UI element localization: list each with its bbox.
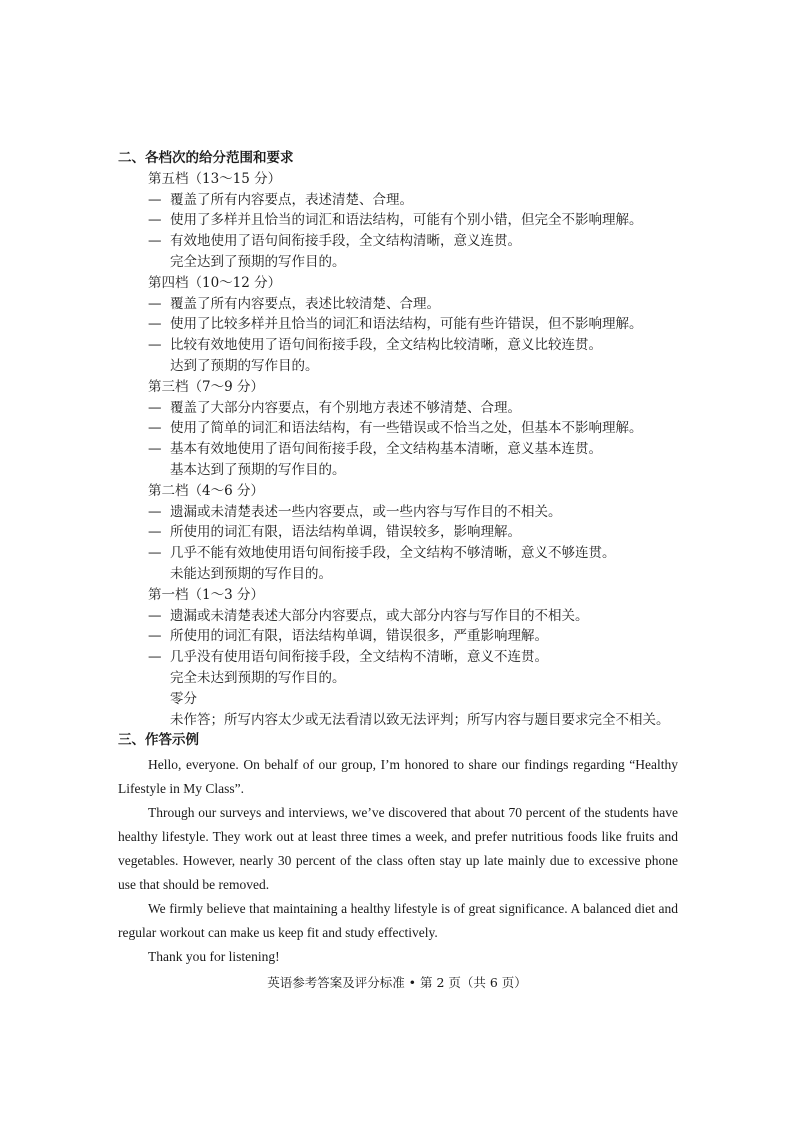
criterion-item	[118, 439, 678, 460]
criterion-text: 几乎不能有效地使用语句间衔接手段，全文结构不够清晰，意义不够连贯。	[170, 545, 616, 562]
dash-marker: —	[148, 524, 162, 541]
criterion-item	[118, 647, 678, 668]
criterion-item	[118, 418, 678, 439]
level-summary: 达到了预期的写作目的。	[170, 357, 319, 374]
criterion-text: 所使用的词汇有限，语法结构单调，错误很多，严重影响理解。	[170, 628, 548, 645]
section-three-heading: 三、作答示例	[118, 732, 199, 749]
criterion-text: 覆盖了所有内容要点，表述比较清楚、合理。	[170, 295, 440, 312]
dash-marker: —	[148, 191, 162, 208]
criterion-text: 几乎没有使用语句间衔接手段，全文结构不清晰，意义不连贯。	[170, 649, 548, 666]
sample-paragraph: Thank you for listening!	[148, 949, 280, 965]
level-summary: 未能达到预期的写作目的。	[170, 565, 332, 582]
page-footer: 英语参考答案及评分标准 • 第 2 页（共 6 页）	[267, 975, 527, 990]
criterion-text: 使用了简单的词汇和语法结构，有一些错误或不恰当之处，但基本不影响理解。	[170, 420, 643, 437]
criterion-item	[118, 543, 678, 564]
criterion-text: 基本有效地使用了语句间衔接手段，全文结构基本清晰，意义基本连贯。	[170, 441, 602, 458]
criterion-item	[118, 606, 678, 627]
dash-marker: —	[148, 212, 162, 229]
dash-marker: —	[148, 649, 162, 666]
criterion-item	[118, 335, 678, 356]
level-title: 第一档（1～3 分）	[148, 586, 264, 603]
level-title: 第二档（4～6 分）	[148, 482, 264, 499]
criterion-text: 覆盖了所有内容要点，表述清楚、合理。	[170, 191, 413, 208]
criterion-item	[118, 190, 678, 211]
zero-score-description: 未作答；所写内容太少或无法看清以致无法评判；所写内容与题目要求完全不相关。	[170, 711, 670, 728]
criterion-text: 使用了比较多样并且恰当的词汇和语法结构，可能有些许错误，但不影响理解。	[170, 316, 643, 333]
criterion-text: 所使用的词汇有限，语法结构单调，错误较多，影响理解。	[170, 524, 521, 541]
level-title: 第三档（7～9 分）	[148, 378, 264, 395]
level-summary: 完全未达到预期的写作目的。	[170, 669, 346, 686]
criterion-item	[118, 626, 678, 647]
criterion-item	[118, 294, 678, 315]
criterion-item	[118, 210, 678, 231]
dash-marker: —	[148, 233, 162, 250]
criterion-text: 有效地使用了语句间衔接手段，全文结构清晰，意义连贯。	[170, 233, 521, 250]
level-summary: 基本达到了预期的写作目的。	[170, 461, 346, 478]
criterion-item	[118, 398, 678, 419]
criterion-item	[118, 231, 678, 252]
level-title: 第五档（13～15 分）	[148, 170, 282, 187]
sample-paragraph: We firmly believe that maintaining a healthy lifestyle is of great significance. A balanced diet and regular workout can make us keep fit and study effectively.	[118, 901, 678, 941]
criterion-item	[118, 502, 678, 523]
criterion-text: 遗漏或未清楚表述大部分内容要点，或大部分内容与写作目的不相关。	[170, 607, 589, 624]
dash-marker: —	[148, 503, 162, 520]
level-summary: 完全达到了预期的写作目的。	[170, 253, 346, 270]
level-title: 第四档（10～12 分）	[148, 274, 282, 291]
sample-answer	[118, 753, 678, 969]
dash-marker: —	[148, 399, 162, 416]
dash-marker: —	[148, 607, 162, 624]
criterion-item	[118, 522, 678, 543]
zero-score-title: 零分	[170, 690, 197, 707]
dash-marker: —	[148, 545, 162, 562]
dash-marker: —	[148, 628, 162, 645]
sample-paragraph: Hello, everyone. On behalf of our group, I’m honored to share our findings regarding “Healthy Lifestyle in My Class”.	[118, 757, 678, 797]
dash-marker: —	[148, 420, 162, 437]
dash-marker: —	[148, 337, 162, 354]
section-two-heading: 二、各档次的给分范围和要求	[118, 150, 294, 166]
dash-marker: —	[148, 441, 162, 458]
criterion-text: 比较有效地使用了语句间衔接手段，全文结构比较清晰，意义比较连贯。	[170, 337, 602, 354]
sample-paragraph: Through our surveys and interviews, we’ve discovered that about 70 percent of the students have healthy lifestyle. They work out at least three times a week, and prefer nutritious foods like fruits and vegetables. However, nearly 30 percent of the class often stay up late mainly due to excessive phone use that should be removed.	[118, 805, 678, 893]
criterion-text: 遗漏或未清楚表述一些内容要点，或一些内容与写作目的不相关。	[170, 503, 562, 520]
dash-marker: —	[148, 316, 162, 333]
page-content	[118, 148, 678, 969]
dash-marker: —	[148, 295, 162, 312]
criterion-text: 覆盖了大部分内容要点，有个别地方表述不够清楚、合理。	[170, 399, 521, 416]
criterion-item	[118, 314, 678, 335]
criterion-text: 使用了多样并且恰当的词汇和语法结构，可能有个别小错，但完全不影响理解。	[170, 212, 643, 229]
